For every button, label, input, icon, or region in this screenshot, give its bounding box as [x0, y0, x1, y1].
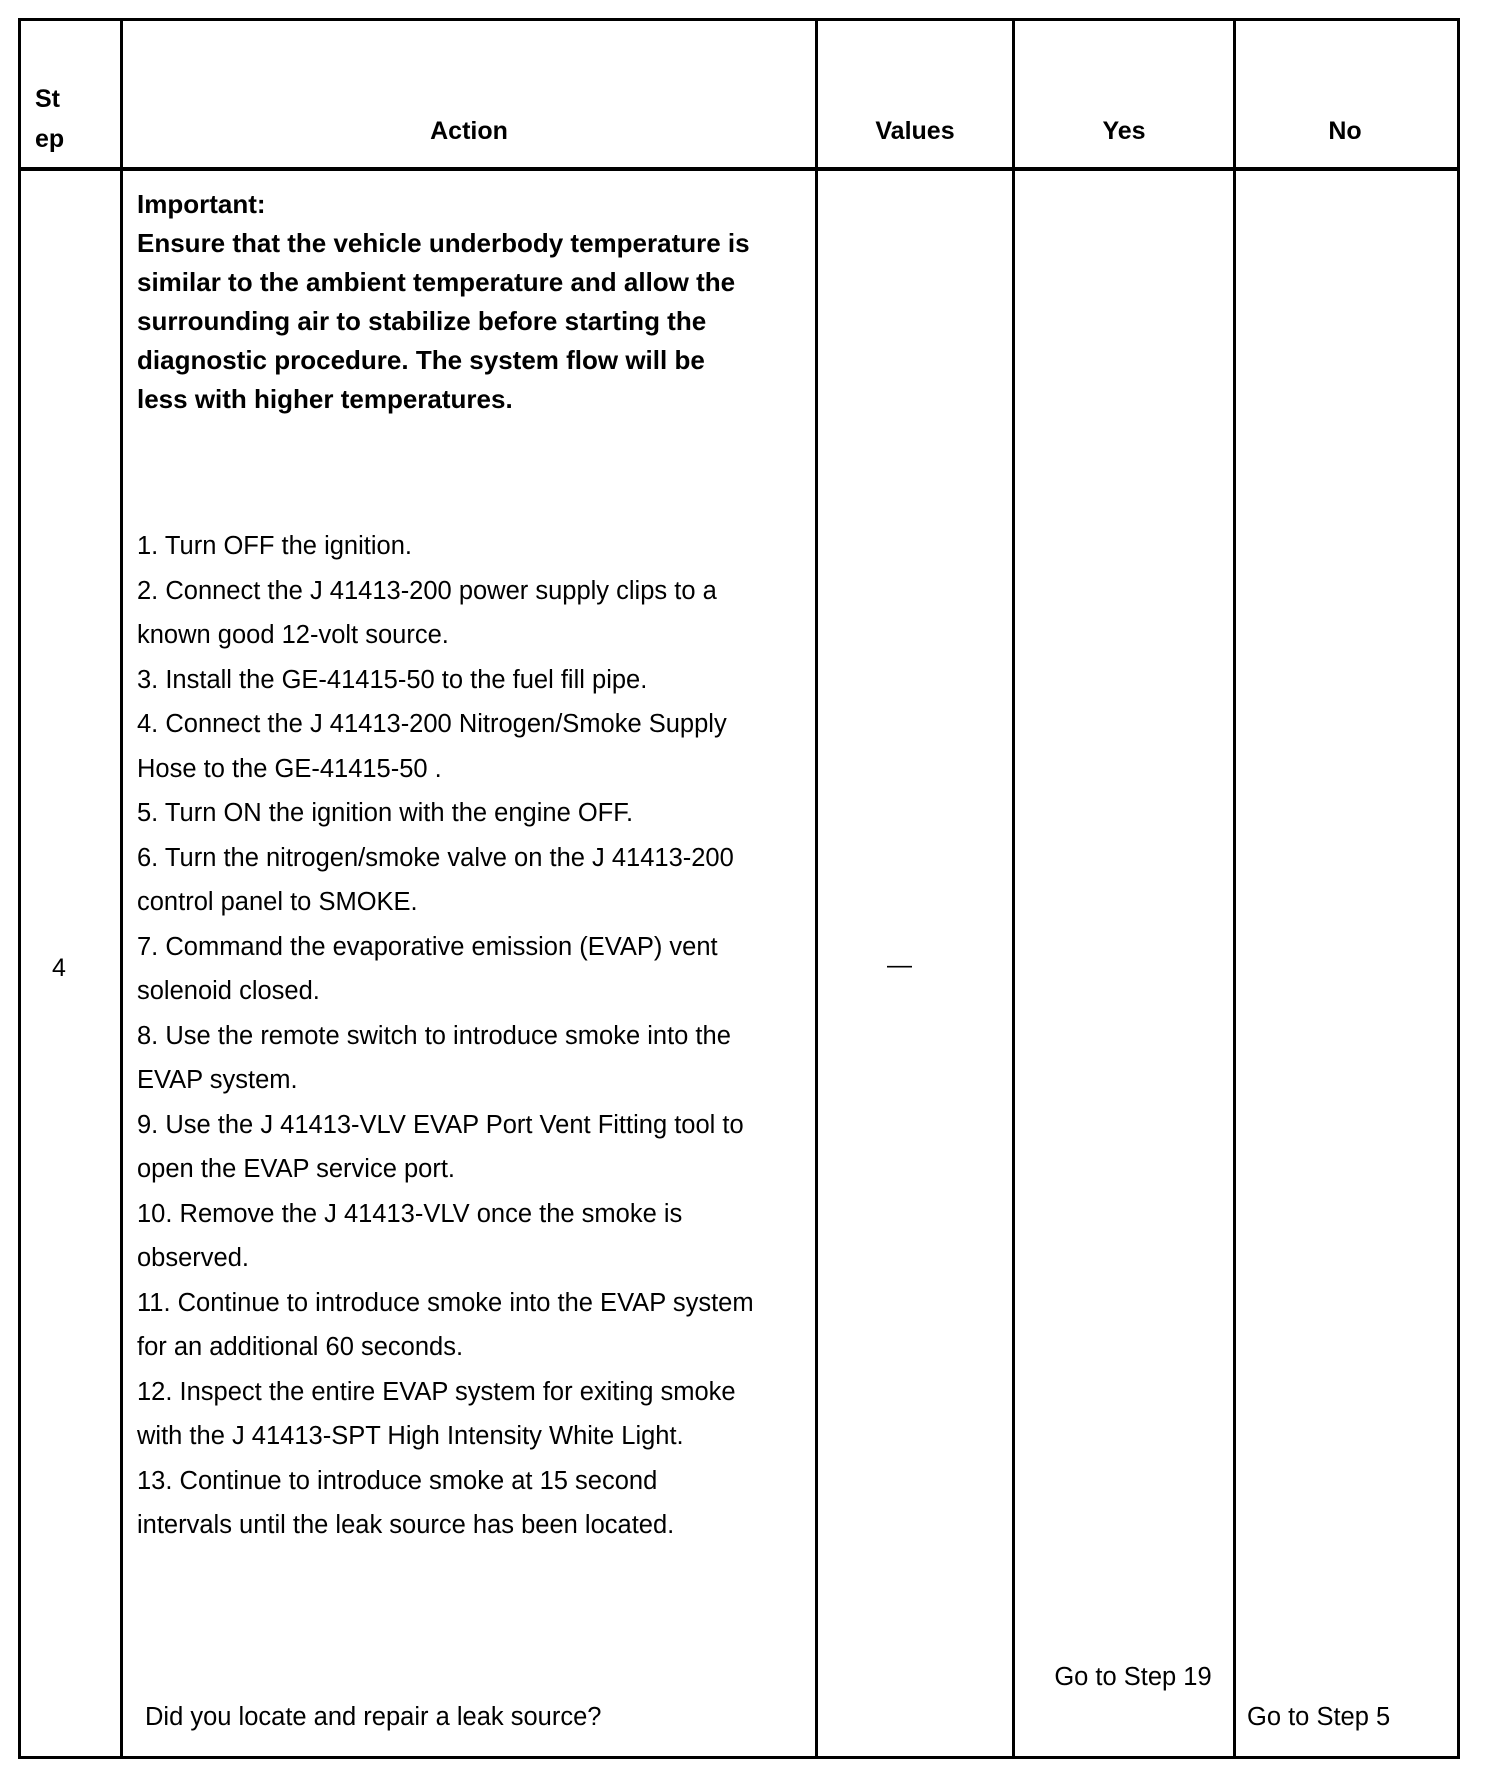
header-no: No	[1328, 117, 1362, 145]
header-action: Action	[430, 117, 508, 145]
procedure-steps	[137, 524, 757, 1548]
procedure-step: 5. Turn ON the ignition with the engine OFF.	[137, 799, 634, 827]
header-step: St ep	[35, 85, 65, 153]
column-divider	[1012, 21, 1015, 1756]
step-number: 4	[52, 954, 66, 982]
values-cell: —	[887, 951, 912, 979]
yes-result: Go to Step 19	[1054, 1663, 1212, 1691]
header-yes: Yes	[1102, 117, 1146, 145]
procedure-step: 4. Connect the J 41413-200 Nitrogen/Smoke Supply Hose to the GE-41415-50 .	[137, 710, 727, 783]
procedure-step: 9. Use the J 41413-VLV EVAP Port Vent Fitting tool to open the EVAP service port.	[137, 1110, 744, 1183]
procedure-step: 11. Continue to introduce smoke into the EVAP system for an additional 60 seconds.	[137, 1288, 754, 1361]
question: Did you locate and repair a leak source?	[145, 1703, 602, 1731]
important-label: Important:	[137, 189, 266, 219]
procedure-step: 12. Inspect the entire EVAP system for exiting smoke with the J 41413-SPT High Intensity White Light.	[137, 1377, 736, 1450]
procedure-step: 8. Use the remote switch to introduce smoke into the EVAP system.	[137, 1021, 731, 1094]
header-divider	[21, 167, 1457, 171]
header-values: Values	[875, 117, 955, 145]
column-divider	[120, 21, 123, 1756]
procedure-step: 10. Remove the J 41413-VLV once the smoke is observed.	[137, 1199, 683, 1272]
important-text: Ensure that the vehicle underbody temperature is similar to the ambient temperature and allow the surrounding air to stabilize before starting the diagnostic procedure. The system flow will be less with higher temperatures.	[137, 228, 750, 414]
column-divider	[815, 21, 818, 1756]
no-result: Go to Step 5	[1247, 1703, 1391, 1731]
procedure-step: 6. Turn the nitrogen/smoke valve on the J 41413-200 control panel to SMOKE.	[137, 843, 734, 916]
procedure-step: 3. Install the GE-41415-50 to the fuel fill pipe.	[137, 665, 648, 694]
important-note	[137, 185, 757, 419]
diagnostic-table	[18, 18, 1460, 1759]
column-divider	[1233, 21, 1236, 1756]
procedure-step: 7. Command the evaporative emission (EVAP) vent solenoid closed.	[137, 932, 718, 1005]
procedure-step: 13. Continue to introduce smoke at 15 second intervals until the leak source has been located.	[137, 1466, 675, 1539]
procedure-step: 2. Connect the J 41413-200 power supply clips to a known good 12-volt source.	[137, 576, 717, 649]
procedure-step: 1. Turn OFF the ignition.	[137, 532, 412, 560]
